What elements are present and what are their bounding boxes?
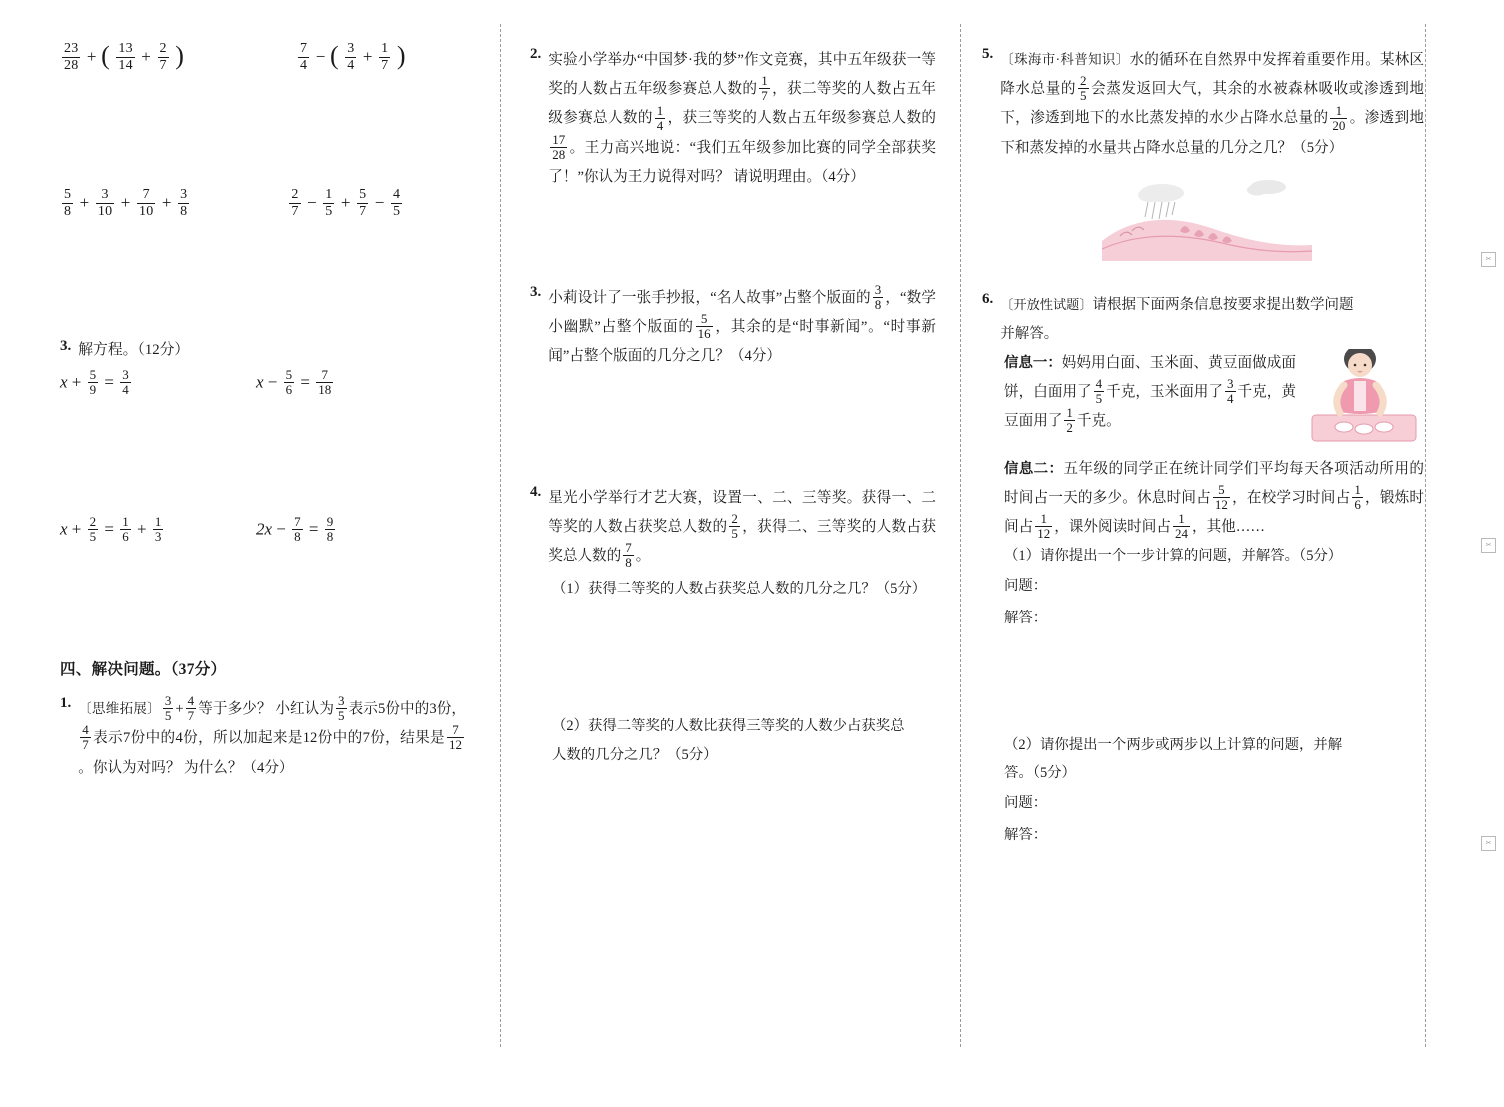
text-segment: 妈妈用白面、玉米面、黄豆面做成 [1061,354,1282,371]
water-cycle-illustration [1102,169,1312,261]
section-4-heading: 四、解决问题。（37分） [60,661,227,679]
variable: x [256,372,264,392]
scissors-mark-2: ✂ [1481,538,1496,553]
fraction-1-24: $\frac{1}{24}$ [1174,511,1188,542]
question-3 [60,338,466,359]
fraction-3-4: $\frac{3}{4}$ [347,41,355,73]
operator: + [120,193,131,212]
paren-open: ( [101,41,110,70]
text-segment: 级参赛总人数的 [831,110,936,127]
text-segment: 份， [436,701,466,718]
fraction-7-12: $\frac{7}{12}$ [448,722,462,753]
fraction-7-10: $\frac{7}{10}$ [139,187,154,219]
text-segment: 占获奖总人数的 [548,518,936,564]
fraction-7-8: $\frac{7}{8}$ [294,514,301,545]
text-segment: ，其余的是“时事新 [714,319,846,336]
question-number: 6. [982,290,994,307]
question-title: 解方程。（12分） [78,342,190,358]
fraction-2-5: $\frac{2}{5}$ [1080,73,1087,104]
fraction-5-8: $\frac{5}{8}$ [64,187,72,219]
cooking-illustration [1304,349,1424,449]
fraction-9-8: $\frac{9}{8}$ [326,514,334,545]
question-tag: 〔珠海市·科普知识〕 [1000,52,1130,67]
operator: + [340,193,351,212]
fraction-3-5: $\frac{3}{5}$ [164,693,172,724]
fraction-5-16: $\frac{5}{16}$ [697,311,711,342]
question-r6-sub1: （1）请你提出一个一步计算的问题，并解答。（5分） [1004,548,1343,565]
fraction-3-8: $\frac{3}{8}$ [180,187,188,219]
text-segment: 会蒸发返回大气，其余的水被森林 [1090,81,1319,98]
text-segment: ，锻炼时间占 [1004,489,1424,536]
paren-close: ) [175,41,185,70]
text-segment: 表示5份中的3 [348,701,437,718]
question-text [548,284,936,372]
text-segment: 小莉设计了一张手抄报，“名人故事”占整个版面的 [548,289,871,306]
text-segment: 千克。 [1076,413,1121,430]
text-segment: 某林区降水总量的 [1000,52,1424,98]
fraction-3-8: $\frac{3}{8}$ [874,282,882,313]
text-segment: 千 [1237,383,1253,400]
variable: x [60,519,68,539]
text-segment: ，获二等奖的 [771,81,862,98]
fraction-7-8: $\frac{7}{8}$ [625,540,632,571]
text-segment: 降水总量的 [1253,110,1329,127]
fraction-4-7-b: $\frac{4}{7}$ [82,722,89,753]
calc-expression-1 [60,40,184,74]
text-segment: 人数占五年级参赛总人数的 [548,81,936,127]
question-label: 问题： [1004,578,1048,595]
fraction-1-4: $\frac{1}{4}$ [656,102,664,133]
calc-expression-2 [296,40,406,74]
question-title [1000,291,1424,349]
fraction-1-20: $\frac{1}{20}$ [1332,102,1346,133]
equals: = [104,372,114,392]
calc-row-2 [60,186,466,220]
operator-inner: + [362,47,373,66]
variable: x [60,372,68,392]
paren-open: ( [329,41,339,70]
operator: + [71,519,82,539]
fraction-3-4: $\frac{3}{4}$ [122,367,129,398]
question-number: 1. [60,695,72,712]
question-m2 [530,46,936,192]
operator: − [267,372,278,392]
text-segment: 吸收或渗透到地下，渗透到地下的水比蒸发掉的水少占 [1000,81,1424,127]
fraction-1-2: $\frac{1}{2}$ [1066,405,1073,436]
text-segment: 。你认为对吗？ 为什么？（4分） [78,759,294,776]
text-segment: 五年级的同学正在统计同学们平均每天各项活 [1063,460,1365,477]
fraction-5-7: $\frac{5}{7}$ [359,187,367,219]
fraction-7-4: $\frac{7}{4}$ [300,41,308,73]
fraction-2-5: $\frac{2}{5}$ [731,510,738,541]
text-segment: 千克，玉米面用了 [1106,383,1224,400]
question-m3 [530,284,936,372]
text-segment: 时间占 [1306,489,1351,506]
question-number: 3. [60,338,72,354]
info-2-label: 信息二： [1004,460,1064,477]
operator: + [175,701,184,718]
text-segment: 表示7份中的4份，所以加起来是12份中的7份， [92,730,401,747]
equation-2 [256,369,335,398]
equation-row-1 [60,369,466,398]
question-number: 2. [530,46,542,62]
fraction-1-7: $\frac{1}{7}$ [381,41,389,73]
text-segment: 请根据下面两条信息按要求提出数学问题 [1092,296,1354,313]
text-segment: 。渗透到地下和蒸发掉的水量共占降水 [1000,110,1424,156]
scissors-mark-1: ✂ [1481,252,1496,267]
operator: + [136,519,147,539]
fraction-1-6: $\frac{1}{6}$ [1354,482,1361,513]
operator: − [276,519,286,539]
calc-expression-3 [60,186,191,220]
operator: + [79,193,90,212]
paren-close: ) [396,41,406,70]
fraction-2-7: $\frac{2}{7}$ [291,187,299,219]
left-column [0,0,500,1107]
fraction-1-12: $\frac{1}{12}$ [1037,511,1051,542]
text-segment: 结果是 [400,730,445,747]
question-text [548,46,936,192]
operator: − [374,193,385,212]
fraction-17-28: $\frac{17}{28}$ [552,131,566,162]
equals: = [104,519,114,539]
fraction-23-28: $\frac{23}{28}$ [64,41,79,73]
fraction-1-7: $\frac{1}{7}$ [761,73,768,104]
fraction-1-3: $\frac{1}{3}$ [154,514,162,545]
question-tag: 〔思维拓展〕 [78,701,161,717]
text-segment: 动所用的时间占一天的多少。休息时间占 [1004,460,1424,506]
text-segment: ，其他…… [1191,519,1265,536]
fraction-3-10: $\frac{3}{10}$ [97,187,113,219]
text-segment: ，课外阅读时间占 [1054,519,1171,536]
text-segment: 明理由。（4分） [762,168,865,185]
info-2-text [982,455,1424,543]
fraction-4-5: $\frac{4}{5}$ [393,187,401,219]
question-number: 3. [530,283,542,300]
info-1-block [982,349,1424,449]
calc-row-1 [60,40,466,74]
fraction-2-5: $\frac{2}{5}$ [89,514,97,545]
question-tag: 〔开放性试题〕 [1000,296,1093,312]
question-r5 [982,46,1424,163]
operator-plus: + [86,47,97,66]
fraction-2-7: $\frac{2}{7}$ [159,41,167,73]
variable: 2x [256,519,273,539]
right-column [960,0,1504,1107]
question-number: 4. [530,483,542,500]
question-m4-sub2-line2: 人数的几分之几？（5分） [552,746,718,763]
equation-row-2 [60,516,466,545]
fraction-5-12: $\frac{5}{12}$ [1214,482,1228,513]
text-segment: 实验小学举办“中国梦·我的梦”作文竞赛，其中五年级 [548,52,892,68]
text-segment: ，获得二、三等奖的人数 [741,518,907,535]
fraction-5-6: $\frac{5}{6}$ [285,367,293,398]
equation-4 [256,516,337,545]
fraction-1-6: $\frac{1}{6}$ [122,514,129,545]
cooking-svg [1304,349,1424,449]
equals: = [300,372,310,392]
question-r6-sub2-line1: （2）请你提出一个两步或两步以上计算的问题，并解 [1004,736,1343,753]
text-segment: 获一等奖的人数占五年级参赛总人数的 [548,52,936,98]
operator-inner: + [141,47,152,66]
text-segment: 二等奖的人数占获奖总人数的 [548,489,936,535]
fraction-1-5: $\frac{1}{5}$ [325,187,333,219]
fraction-4-7: $\frac{4}{7}$ [187,693,195,724]
question-text [548,484,936,572]
text-segment: 等于多少？ 小红认为 [198,701,335,718]
water-cycle-svg [1102,169,1312,261]
fraction-3-4: $\frac{3}{4}$ [1227,376,1234,407]
text-segment: 。王力高兴地说：“我们五年级参加 [569,139,802,156]
fraction-4-5: $\frac{4}{5}$ [1095,376,1103,407]
equation-3 [60,516,256,545]
text-segment: 克，黄豆面用了 [1004,383,1296,430]
text-segment: 星光小学举行才艺大赛，设置一、二、三等奖。获得一、 [548,489,922,506]
question-m4-sub2-line1: （2）获得二等奖的人数比获得三等奖的人数少占获奖总 [552,717,905,734]
text-segment: 。 [635,547,651,564]
answer-label: 解答： [1004,609,1048,626]
text-segment: 总量的几分之几？（5分） [1175,139,1344,156]
text-segment: 水的循环在自然界中发挥着重要作用。 [1129,52,1380,68]
question-number: 5. [982,46,994,62]
answer-label-2: 解答： [1004,826,1048,843]
fraction-5-9: $\frac{5}{9}$ [89,367,97,398]
equals: = [308,519,319,539]
operator: + [71,372,82,392]
middle-column [500,0,960,1107]
operator-minus: − [315,47,326,66]
equation-1 [60,369,256,398]
question-r6 [982,291,1424,349]
text-segment: ， [885,289,901,306]
text-segment: ，获三等奖的人数占五年 [667,110,832,127]
fraction-3-5-b: $\frac{3}{5}$ [338,693,345,724]
text-segment: ，在校学习 [1231,489,1307,506]
fraction-13-14: $\frac{13}{14}$ [118,41,133,73]
question-text [78,695,466,783]
operator: + [161,193,172,212]
text-segment: 比赛的同学全部获奖了！”你认为王力说得对吗？ 请说 [548,139,936,185]
text-segment: 闻”。“时事新闻”占整个版面的几分之几？（4分） [548,319,936,365]
fraction-7-18: $\frac{7}{18}$ [318,367,332,398]
operator: − [306,193,317,212]
scissors-mark-3: ✂ [1481,836,1496,851]
text-segment: 面饼，白面用了 [1004,354,1296,400]
calc-expression-4 [287,186,404,220]
info-1-label: 信息一： [1004,354,1062,371]
text-segment: 并解答。 [1000,325,1059,342]
question-r6-sub2-line2: 答。（5分） [1004,765,1076,782]
text-segment: “数学小幽默”占整个版面的 [548,289,936,336]
question-text [1000,46,1424,163]
question-label-2: 问题： [1004,795,1048,812]
question-4-1 [60,695,466,783]
question-m4 [530,484,936,572]
question-m4-sub1: （1）获得二等奖的人数占获奖总人数的几分之几？（5分） [552,581,927,598]
